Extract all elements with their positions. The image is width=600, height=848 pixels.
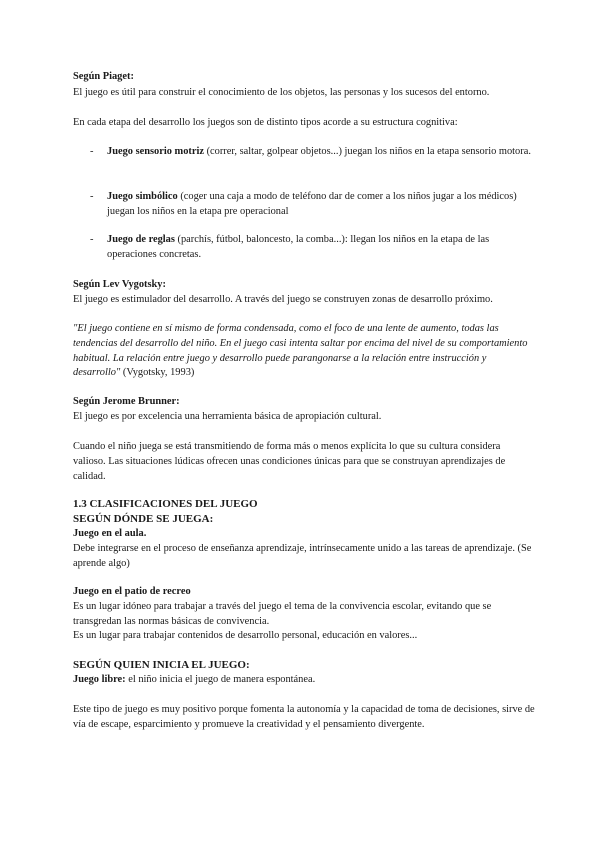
brunner-heading: Según Jerome Brunner:	[73, 396, 180, 407]
patio-heading: Juego en el patio de recreo	[73, 586, 191, 597]
bullet-dash: -	[90, 191, 94, 202]
bullet-text	[107, 190, 535, 220]
piaget-heading: Según Piaget:	[73, 71, 134, 82]
piaget-paragraph-1: El juego es útil para construir el conocimiento de los objetos, las personas y los sucesos del entorno.	[73, 87, 490, 98]
bullet-term: Juego de reglas	[107, 234, 175, 245]
bullet-term: Juego sensorio motriz	[107, 146, 204, 157]
quote-citation: (Vygotsky, 1993)	[120, 367, 195, 379]
subsection-title-donde: SEGÚN DÓNDE SE JUEGA:	[73, 513, 214, 525]
vygotsky-heading: Según Lev Vygotsky:	[73, 279, 166, 290]
brunner-paragraph-1: El juego es por excelencia una herramienta básica de apropiación cultural.	[73, 411, 382, 422]
bullet-description: (coger una caja a modo de teléfono dar de comer a los niños jugar a los médicos) juegan los niños en la etapa pre operacional	[107, 191, 517, 217]
juego-libre-paragraph-2: Este tipo de juego es muy positivo porque fomenta la autonomía y la capacidad de toma de decisiones, sirve de vía de escape, esparcimiento y promueve la creatividad y el pensamiento divergente.	[73, 704, 535, 730]
juego-libre-term: Juego libre:	[73, 674, 126, 685]
patio-paragraph-1: Es un lugar idóneo para trabajar a través del juego el tema de la convivencia escolar, evitando que se transgredan las normas básicas de convivencia.	[73, 601, 492, 627]
vygotsky-paragraph-1: El juego es estimulador del desarrollo. A través del juego se construyen zonas de desarrollo próximo.	[73, 294, 493, 305]
bullet-description: (correr, saltar, golpear objetos...) juegan los niños en la etapa sensorio motora.	[203, 146, 531, 157]
juego-libre-text: el niño inicia el juego de manera espontánea.	[125, 674, 316, 685]
bullet-text	[107, 233, 535, 263]
vygotsky-quote	[73, 322, 535, 381]
bullet-dash: -	[90, 146, 94, 157]
subsection-title-quien: SEGÚN QUIEN INICIA EL JUEGO:	[73, 659, 250, 671]
brunner-paragraph-2: Cuando el niño juega se está transmitiendo de forma más o menos explícita lo que su cultura considera valioso. Las situaciones lúdicas ofrecen unas condiciones únicas para que se construyan aprendizajes de calidad.	[73, 441, 506, 482]
piaget-paragraph-2: En cada etapa del desarrollo los juegos son de distinto tipos acorde a su estructura cognitiva:	[73, 117, 458, 128]
section-title: 1.3 CLASIFICACIONES DEL JUEGO	[73, 498, 258, 510]
patio-paragraph-2: Es un lugar para trabajar contenidos de desarrollo personal, educación en valores...	[73, 630, 418, 641]
bullet-dash: -	[90, 234, 94, 245]
quote-text: "El juego contiene en sí mismo de forma condensada, como el foco de una lente de aumento, todas las tendencias del desarrollo del niño. En el juego casi intenta saltar por encima del nivel de su comportamiento habitual. La relación entre juego y desarrollo puede parangonarse a la relación entre instrucción y desarrollo"	[73, 323, 528, 379]
bullet-description: (parchís, fútbol, baloncesto, la comba...): llegan los niños en la etapa de las operaciones concretas.	[107, 234, 490, 260]
aula-heading: Juego en el aula.	[73, 528, 147, 539]
aula-paragraph: Debe integrarse en el proceso de enseñanza aprendizaje, intrínsecamente unido a las tareas de aprendizaje. (Se aprende algo)	[73, 543, 532, 569]
juego-libre-paragraph	[73, 673, 535, 688]
bullet-text	[107, 145, 535, 160]
bullet-term: Juego simbólico	[107, 191, 178, 202]
